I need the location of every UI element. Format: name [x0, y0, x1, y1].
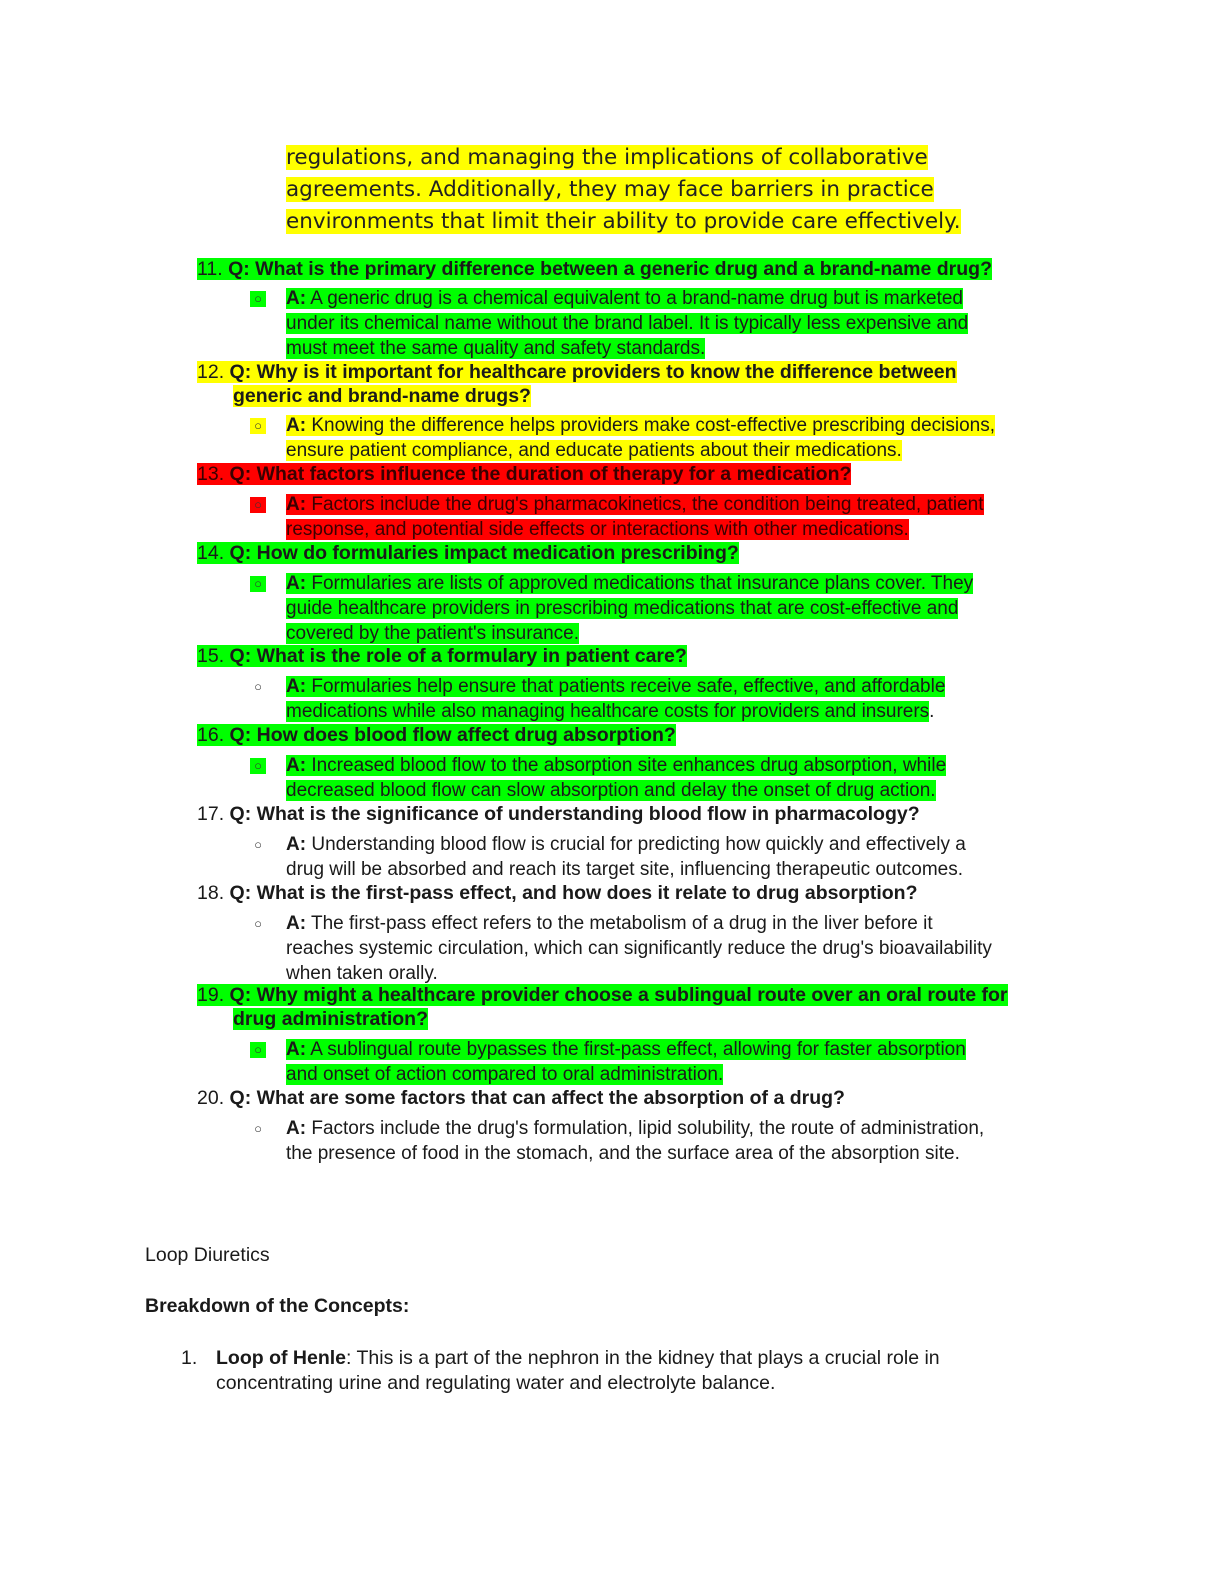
carryover-paragraph: [286, 142, 1066, 238]
answer-label: A:: [286, 834, 307, 855]
question-13: [197, 462, 1067, 486]
answer-line: Factors include the drug's pharmacokinetics, the condition being treated, patient: [306, 494, 984, 515]
question-number: 16.: [197, 724, 225, 746]
answer-line: Formularies help ensure that patients receive safe, effective, and affordable: [306, 676, 946, 697]
question-18: [197, 881, 1067, 905]
question-text: Q: Why might a healthcare provider choose a sublingual route over an oral route for: [229, 984, 1008, 1006]
answer-label: A:: [286, 676, 307, 697]
bullet-icon: ○: [250, 576, 266, 592]
bullet-icon: ○: [250, 418, 266, 434]
answer-line: the presence of food in the stomach, and the surface area of the absorption site.: [286, 1143, 960, 1164]
question-number: 19.: [197, 984, 225, 1006]
answer-line: Factors include the drug's formulation, lipid solubility, the route of administration,: [306, 1118, 985, 1139]
answer-label: A:: [286, 913, 307, 934]
answer-line: Increased blood flow to the absorption site enhances drug absorption, while: [306, 755, 947, 776]
answer-line: Understanding blood flow is crucial for predicting how quickly and effectively a: [306, 834, 966, 855]
question-text: Q: What is the primary difference between a generic drug and a brand-name drug?: [228, 258, 992, 280]
answer-label: A:: [286, 415, 307, 436]
answer-line: ensure patient compliance, and educate patients about their medications.: [286, 440, 902, 461]
answer-16: [286, 753, 1066, 803]
list-text-line: : This is a part of the nephron in the kidney that plays a crucial role in: [346, 1347, 940, 1369]
answer-line: A generic drug is a chemical equivalent to a brand-name drug but is marketed: [306, 288, 963, 309]
question-number: 18.: [197, 882, 225, 904]
carryover-line: regulations, and managing the implications of collaborative: [286, 145, 928, 170]
bullet-icon: ○: [250, 497, 266, 513]
question-20: [197, 1086, 1067, 1110]
question-number: 11.: [197, 258, 223, 280]
answer-label: A:: [286, 1118, 307, 1139]
question-text: drug administration?: [233, 1008, 428, 1030]
question-number: 14.: [197, 542, 225, 564]
answer-label: A:: [286, 288, 307, 309]
answer-label: A:: [286, 1039, 307, 1060]
answer-line: Knowing the difference helps providers make cost-effective prescribing decisions,: [306, 415, 995, 436]
question-number: 12.: [197, 361, 225, 383]
answer-line: The first-pass effect refers to the metabolism of a drug in the liver before it: [306, 913, 933, 934]
answer-20: [286, 1116, 1066, 1166]
answer-line: response, and potential side effects or interactions with other medications.: [286, 519, 909, 540]
answer-line: drug will be absorbed and reach its target site, influencing therapeutic outcomes.: [286, 859, 964, 880]
answer-line: under its chemical name without the brand label. It is typically less expensive and: [286, 313, 969, 334]
question-14: [197, 541, 1067, 565]
answer-line: must meet the same quality and safety standards.: [286, 338, 706, 359]
question-text: Q: What are some factors that can affect the absorption of a drug?: [229, 1087, 845, 1109]
bullet-icon: ○: [250, 758, 266, 774]
question-16: [197, 723, 1067, 747]
answer-line: covered by the patient's insurance.: [286, 623, 580, 644]
answer-18: [286, 911, 1066, 986]
carryover-line: environments that limit their ability to provide care effectively.: [286, 209, 961, 234]
answer-label: A:: [286, 755, 307, 776]
answer-line: when taken orally.: [286, 963, 438, 984]
list-term: Loop of Henle: [216, 1347, 346, 1369]
answer-line: reaches systemic circulation, which can significantly reduce the drug's bioavailability: [286, 938, 992, 959]
question-text: Q: Why is it important for healthcare providers to know the difference between: [229, 361, 957, 383]
bullet-icon: ○: [250, 291, 266, 307]
answer-line: A sublingual route bypasses the first-pass effect, allowing for faster absorption: [306, 1039, 966, 1060]
question-text: Q: What is the first-pass effect, and how does it relate to drug absorption?: [229, 882, 918, 904]
question-text: Q: What is the role of a formulary in patient care?: [229, 645, 687, 667]
carryover-line: agreements. Additionally, they may face barriers in practice: [286, 177, 934, 202]
bullet-icon: ○: [254, 1121, 262, 1136]
question-number: 17.: [197, 803, 225, 825]
answer-11: [286, 286, 1066, 361]
answer-line: decreased blood flow can slow absorption and delay the onset of drug action.: [286, 780, 936, 801]
answer-tail: .: [929, 701, 935, 722]
list-item: [181, 1346, 1011, 1396]
section-subtitle: Breakdown of the Concepts:: [145, 1295, 410, 1317]
bullet-icon: ○: [250, 1042, 266, 1058]
answer-label: A:: [286, 494, 307, 515]
question-text: Q: What is the significance of understanding blood flow in pharmacology?: [229, 803, 920, 825]
answer-12: [286, 413, 1066, 463]
question-text: generic and brand-name drugs?: [233, 385, 531, 407]
answer-line: medications while also managing healthcare costs for providers and insurers: [286, 701, 930, 722]
bullet-icon: ○: [254, 916, 262, 931]
answer-15: [286, 674, 1066, 724]
question-12: [197, 360, 1067, 408]
question-15: [197, 644, 1067, 668]
question-number: 20.: [197, 1087, 225, 1109]
question-11: [197, 257, 1067, 281]
list-text-line: concentrating urine and regulating water and electrolyte balance.: [216, 1372, 776, 1394]
answer-line: and onset of action compared to oral administration.: [286, 1064, 724, 1085]
section-title: Loop Diuretics: [145, 1244, 270, 1266]
question-text: Q: What factors influence the duration of therapy for a medication?: [229, 463, 852, 485]
question-19: [197, 983, 1067, 1031]
answer-line: Formularies are lists of approved medications that insurance plans cover. They: [306, 573, 974, 594]
answer-14: [286, 571, 1066, 646]
answer-17: [286, 832, 1066, 882]
answer-line: guide healthcare providers in prescribing medications that are cost-effective and: [286, 598, 959, 619]
bullet-icon: ○: [254, 837, 262, 852]
question-text: Q: How do formularies impact medication prescribing?: [229, 542, 739, 564]
list-number: 1.: [181, 1347, 198, 1369]
bullet-icon: ○: [254, 679, 262, 694]
question-text: Q: How does blood flow affect drug absorption?: [229, 724, 676, 746]
answer-19: [286, 1037, 1066, 1087]
question-number: 15.: [197, 645, 225, 667]
answer-13: [286, 492, 1066, 542]
answer-label: A:: [286, 573, 307, 594]
question-number: 13.: [197, 463, 225, 485]
question-17: [197, 802, 1067, 826]
